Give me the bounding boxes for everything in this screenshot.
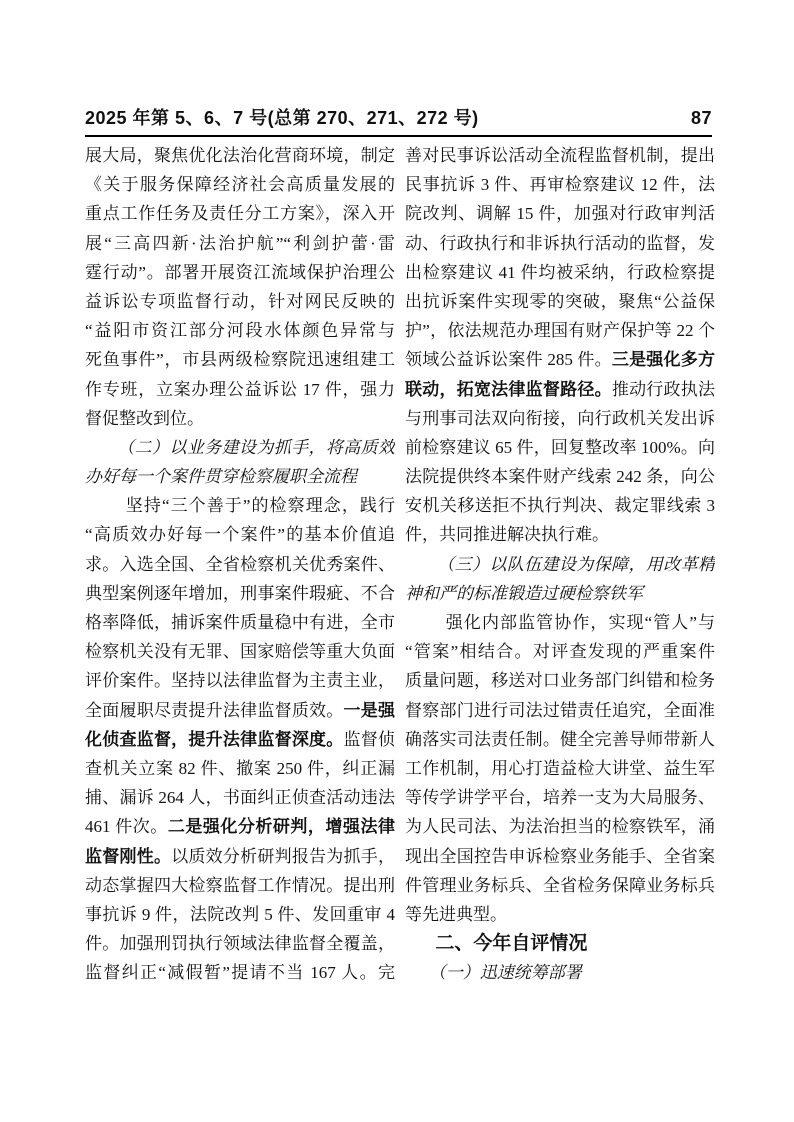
text-line <box>85 141 395 170</box>
text-line <box>85 404 395 433</box>
emphasis-text: 一是强 <box>343 700 395 720</box>
text-line <box>85 754 395 783</box>
body-text: 督察部门进行司法过错责任追究，全面准 <box>405 700 715 720</box>
text-line <box>85 696 395 725</box>
text-line <box>85 520 395 549</box>
page-header <box>85 106 712 137</box>
text-line <box>405 871 715 900</box>
body-text: 善对民事诉讼活动全流程监督机制，提出 <box>405 146 715 165</box>
text-line <box>405 375 715 404</box>
body-text: “益阳市资江部分河段水体颜色异常与 <box>85 321 395 341</box>
body-text: 质量问题，移送对口业务部门纠错和检务 <box>405 671 715 691</box>
page-number: 87 <box>690 108 712 128</box>
body-text: 领域公益诉讼案件 285 件。 <box>405 350 612 370</box>
text-line <box>85 170 395 199</box>
text-line <box>405 550 715 579</box>
text-line <box>85 229 395 258</box>
text-line <box>405 666 715 695</box>
body-text: 为人民司法、为法治担当的检察铁军，涌 <box>405 817 715 837</box>
text-line <box>85 199 395 228</box>
emphasis-text: 化侦查监督，提升法律监督深度。 <box>85 729 344 749</box>
text-line <box>85 287 395 316</box>
text-line <box>85 871 395 900</box>
text-line <box>85 258 395 287</box>
text-line <box>85 783 395 812</box>
body-text: 监督纠正“减假暂”提请不当 167 人。完 <box>85 963 395 983</box>
text-line <box>85 812 395 841</box>
body-text: 现出全国控告申诉检察业务能手、全省案 <box>405 846 715 866</box>
body-text: 作专班，立案办理公益诉讼 17 件，强力 <box>85 379 395 399</box>
text-line <box>405 579 715 608</box>
body-text: 以质效分析研判报告为抓手， <box>171 846 395 866</box>
text-line <box>85 579 395 608</box>
body-text: 《关于服务保障经济社会高质量发展的 <box>85 175 395 195</box>
text-line <box>85 842 395 871</box>
body-text: 求。入选全国、全省检察机关优秀案件、 <box>85 554 395 574</box>
body-text: 等先进典型。 <box>405 904 507 924</box>
body-text: 民事抗诉 3 件、再审检察建议 12 件，法 <box>405 175 715 195</box>
text-line <box>405 958 715 987</box>
body-text: 典型案例逐年增加，刑事案件瑕疵、不合 <box>85 583 395 603</box>
body-text: 等传学讲学平台，培养一支为大局服务、 <box>405 788 715 808</box>
text-line <box>85 316 395 345</box>
text-line <box>405 229 715 258</box>
text-line <box>85 929 395 958</box>
body-text: 检察机关没有无罪、国家赔偿等重大负面 <box>85 642 395 662</box>
body-text: 件管理业务标兵、全省检务保障业务标兵 <box>405 875 715 895</box>
text-line <box>405 316 715 345</box>
body-text: （三）以队伍建设为保障，用改革精 <box>437 554 715 574</box>
body-text: 办好每一个案件贯穿检察履职全流程 <box>85 467 357 487</box>
body-text: 前检察建议 65 件，回复整改率 100%。向 <box>405 437 715 457</box>
body-text: 件。加强刑罚执行领域法律监督全覆盖， <box>85 934 395 954</box>
body-text: 护”，依法规范办理国有财产保护等 22 个 <box>405 321 715 341</box>
text-line <box>85 550 395 579</box>
text-line <box>85 491 395 520</box>
text-line <box>85 433 395 462</box>
body-text: 法院提供终本案件财产线索 242 条，向公 <box>405 467 715 487</box>
text-line <box>85 725 395 754</box>
body-text: 督促整改到位。 <box>85 408 204 428</box>
text-line <box>405 812 715 841</box>
body-text: （一）迅速统筹部署 <box>428 963 582 983</box>
body-text: 格率降低，捕诉案件质量稳中有进，全市 <box>85 613 395 632</box>
emphasis-text: 二是强化分析研判，增强法律 <box>167 817 395 837</box>
body-text: 评价案件。坚持以法律监督为主责主业， <box>85 671 395 691</box>
body-text: 461 件次。 <box>85 817 168 837</box>
body-text: 强化内部监管协作，实现“管人”与 <box>445 613 715 632</box>
body-text: 益诉讼专项监督行动，针对网民反映的 <box>85 291 395 311</box>
body-text: 重点工作任务及责任分工方案》，深入开 <box>85 204 395 224</box>
text-line <box>405 404 715 433</box>
emphasis-text: 三是强化多方 <box>611 350 715 370</box>
body-text: 安机关移送拒不执行判决、裁定罪线索 3 <box>405 496 715 516</box>
text-line <box>405 287 715 316</box>
body-text: 出抗诉案件实现零的突破，聚焦“公益保 <box>405 291 715 311</box>
body-text: 事抗诉 9 件，法院改判 5 件、发回重审 4 <box>85 904 395 924</box>
text-line <box>405 725 715 754</box>
body-text: 出检察建议 41 件均被采纳，行政检察提 <box>405 262 715 282</box>
text-line <box>405 199 715 228</box>
text-line <box>405 900 715 929</box>
body-text: 二、今年自评情况 <box>435 933 588 955</box>
text-line <box>405 637 715 666</box>
text-line <box>405 842 715 871</box>
body-text: 展“三高四新·法治护航”“利剑护蕾·雷 <box>85 233 395 253</box>
text-line <box>85 345 395 374</box>
text-line <box>85 666 395 695</box>
journal-issue-label: 2025 年第 5、6、7 号(总第 270、271、272 号) <box>85 108 479 128</box>
body-text: 动态掌握四大检察监督工作情况。提出刑 <box>85 875 395 895</box>
text-line <box>405 520 715 549</box>
text-line <box>85 958 395 987</box>
body-text: 查机关立案 82 件、撤案 250 件，纠正漏 <box>85 758 395 778</box>
body-text: 捕、漏诉 264 人，书面纠正侦查活动违法 <box>85 788 395 808</box>
text-line <box>405 141 715 170</box>
text-line <box>405 170 715 199</box>
text-columns <box>85 141 715 987</box>
body-text: 确落实司法责任制。健全完善导师带新人 <box>405 729 715 749</box>
text-line <box>405 258 715 287</box>
body-text: 神和严的标准锻造过硬检察铁军 <box>405 583 643 603</box>
text-line <box>85 462 395 491</box>
body-text: 全面履职尽责提升法律监督质效。 <box>85 700 344 720</box>
text-line <box>405 462 715 491</box>
body-text: “管案”相结合。对评查发现的严重案件 <box>405 642 715 662</box>
text-line <box>85 900 395 929</box>
text-line <box>405 608 715 637</box>
body-text: 展大局，聚焦优化法治化营商环境，制定 <box>85 146 395 165</box>
body-text: 推动行政执法 <box>611 379 715 399</box>
body-text: 死鱼事件”，市县两级检察院迅速组建工 <box>85 350 395 370</box>
body-text: 坚持“三个善于”的检察理念，践行 <box>125 496 395 516</box>
text-line <box>85 637 395 666</box>
text-line <box>405 433 715 462</box>
body-text: 霆行动”。部署开展资江流域保护治理公 <box>85 262 395 282</box>
text-line <box>405 929 715 958</box>
left-column <box>85 141 395 987</box>
right-column <box>405 141 715 987</box>
body-text: （二）以业务建设为抓手，将高质效 <box>117 437 395 457</box>
text-line <box>85 375 395 404</box>
text-line <box>405 696 715 725</box>
body-text: 与刑事司法双向衔接，向行政机关发出诉 <box>405 408 715 428</box>
emphasis-text: 监督刚性。 <box>85 846 172 866</box>
body-text: 工作机制，用心打造益检大讲堂、益生军 <box>405 758 715 778</box>
body-text: “高质效办好每一个案件”的基本价值追 <box>85 525 395 545</box>
body-text: 动、行政执行和非诉执行活动的监督，发 <box>405 233 715 253</box>
text-line <box>405 491 715 520</box>
text-line <box>85 608 395 637</box>
text-line <box>405 345 715 374</box>
text-line <box>405 754 715 783</box>
body-text: 监督侦 <box>343 729 395 749</box>
body-text: 院改判、调解 15 件，加强对行政审判活 <box>405 204 715 224</box>
text-line <box>405 783 715 812</box>
emphasis-text: 联动，拓宽法律监督路径。 <box>405 379 612 399</box>
body-text: 件，共同推进解决执行难。 <box>405 525 609 545</box>
